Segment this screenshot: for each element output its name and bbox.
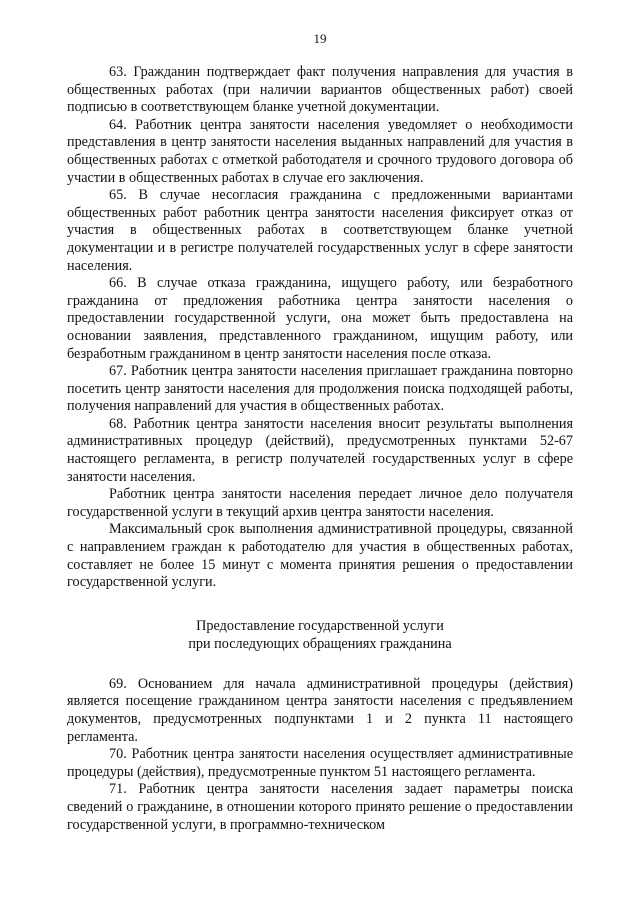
paragraph-68-archive: Работник центра занятости населения передает личное дело получателя государственной услуги в текущий архив центра занятости населения. [67, 486, 573, 520]
paragraphs-before [67, 64, 573, 592]
paragraph-63: 63. Гражданин подтверждает факт получения направления для участия в общественных работах (при наличии вариантов общественных работ) своей подписью в соответствующем бланке учетной документации. [67, 64, 573, 116]
section-heading-line-2: при последующих обращениях гражданина [188, 635, 452, 652]
paragraph-68-max-time: Максимальный срок выполнения административной процедуры, связанной с направлением граждан к работодателю для участия в общественных работах, составляет не более 15 минут с момента принятия решения о предоставлении государственной услуги. [67, 521, 573, 591]
paragraph-71: 71. Работник центра занятости населения задает параметры поиска сведений о гражданине, в отношении которого принято решение о предоставлении государственной услуги, в программно-техническом [67, 781, 573, 833]
paragraph-66: 66. В случае отказа гражданина, ищущего работу, или безработного гражданина от предложения работника центра занятости населения о предоставлении государственной услуги, она может быть предоставлена на основании заявления, представленного гражданином, ищущим работу, или безработным гражданином в центр занятости населения после отказа. [67, 275, 573, 362]
paragraph-69: 69. Основанием для начала административной процедуры (действия) является посещение гражданином центра занятости населения с предъявлением документов, предусмотренных подпунктами 1 и 2 пункта 11 настоящего регламента. [67, 675, 573, 745]
paragraph-65: 65. В случае несогласия гражданина с предложенными вариантами общественных работ работник центра занятости населения фиксирует отказ от участия в общественных работах в соответствующем бланке учетной документации и в регистре получателей государственных услуг в сфере занятости населения. [67, 187, 573, 274]
section-heading-line-1: Предоставление государственной услуги [196, 617, 444, 634]
paragraph-64: 64. Работник центра занятости населения уведомляет о необходимости представления в центр занятости населения выданных направлений для участия в общественных работах с отметкой работодателя и срочного трудового договора об участии в общественных работах в случае его заключения. [67, 116, 573, 186]
paragraph-67: 67. Работник центра занятости населения приглашает гражданина повторно посетить центр занятости населения для продолжения поиска подходящей работы, получения направлений для участия в общественных работах. [67, 363, 573, 415]
document-page [67, 30, 573, 834]
paragraphs-after [67, 676, 573, 834]
paragraph-68: 68. Работник центра занятости населения вносит результаты выполнения административных процедур (действий), предусмотренных пунктами 52-67 настоящего регламента, в регистр получателей государственных услуг в сфере занятости населения. [67, 415, 573, 485]
page-number: 19 [313, 31, 327, 46]
section-heading [67, 617, 573, 653]
paragraph-70: 70. Работник центра занятости населения осуществляет административные процедуры (действия), предусмотренные пунктом 51 настоящего регламента. [67, 746, 573, 780]
